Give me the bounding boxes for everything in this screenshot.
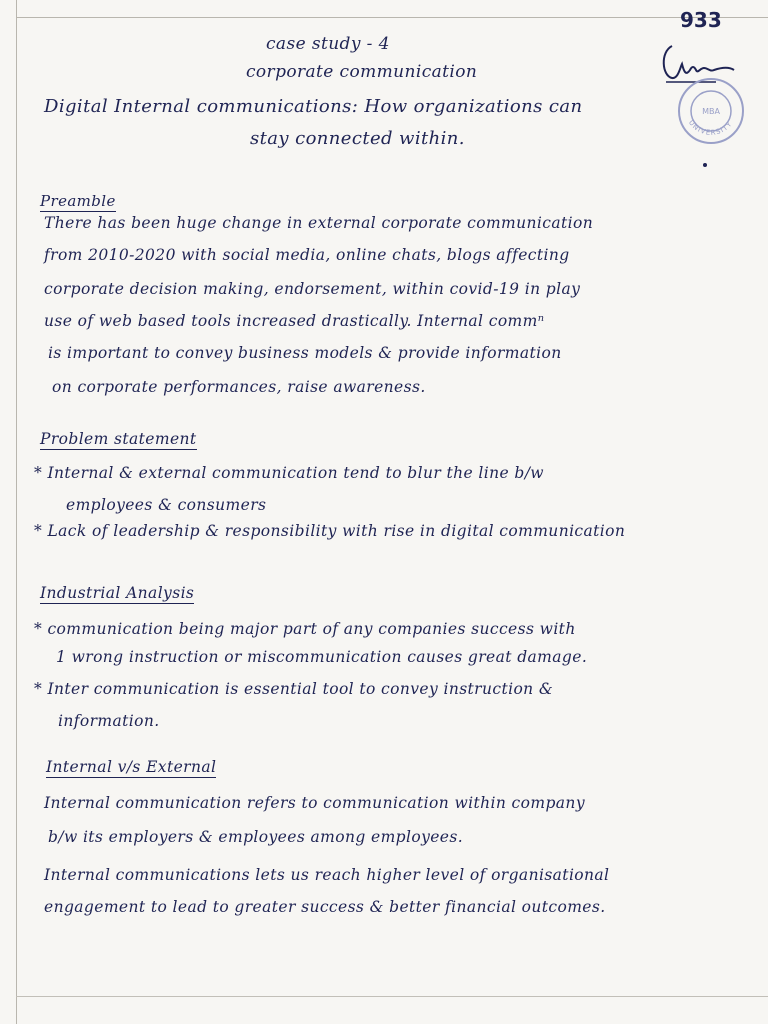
industrial-line: * communication being major part of any companies success with [34, 620, 576, 638]
industrial-heading: Industrial Analysis [40, 584, 195, 602]
svg-text:UNIVERSITY [687, 119, 734, 137]
topic-line-1: Digital Internal communications: How organizations can [44, 96, 583, 117]
ink-dot [703, 163, 707, 167]
bottom-rule-line [16, 996, 768, 997]
stamp-text: UNIVERSITY [686, 118, 734, 138]
preamble-line: is important to convey business models & provide information [48, 344, 562, 362]
problem-line: employees & consumers [66, 496, 267, 514]
preamble-line: from 2010-2020 with social media, online chats, blogs affecting [44, 246, 570, 264]
internal-external-line: Internal communications lets us reach higher level of organisational [44, 866, 610, 884]
problem-line: * Lack of leadership & responsibility with rise in digital communication [34, 522, 626, 540]
preamble-heading: Preamble [40, 192, 116, 210]
internal-external-heading: Internal v/s External [46, 758, 217, 776]
preamble-line: use of web based tools increased drastically. Internal commⁿ [44, 312, 545, 330]
university-stamp-icon [676, 76, 746, 146]
svg-text:MBA: MBA [702, 107, 720, 116]
page-number: 933 [680, 8, 722, 32]
top-rule-line [16, 17, 768, 18]
internal-external-line: b/w its employers & employees among employees. [48, 828, 464, 846]
industrial-line: information. [58, 712, 160, 730]
left-margin-line [16, 0, 17, 1024]
topic-line-2: stay connected within. [250, 128, 465, 149]
industrial-line: * Inter communication is essential tool to convey instruction & [34, 680, 554, 698]
preamble-line: corporate decision making, endorsement, within covid-19 in play [44, 280, 581, 298]
page-subtitle: corporate communication [246, 62, 478, 82]
internal-external-line: Internal communication refers to communication within company [44, 794, 585, 812]
problem-heading: Problem statement [40, 430, 197, 448]
internal-external-line: engagement to lead to greater success & better financial outcomes. [44, 898, 606, 916]
page-title: case study - 4 [266, 34, 390, 54]
problem-line: * Internal & external communication tend to blur the line b/w [34, 464, 544, 482]
industrial-line: 1 wrong instruction or miscommunication causes great damage. [56, 648, 588, 666]
preamble-line: There has been huge change in external corporate communication [44, 214, 594, 232]
preamble-line: on corporate performances, raise awareness. [52, 378, 426, 396]
